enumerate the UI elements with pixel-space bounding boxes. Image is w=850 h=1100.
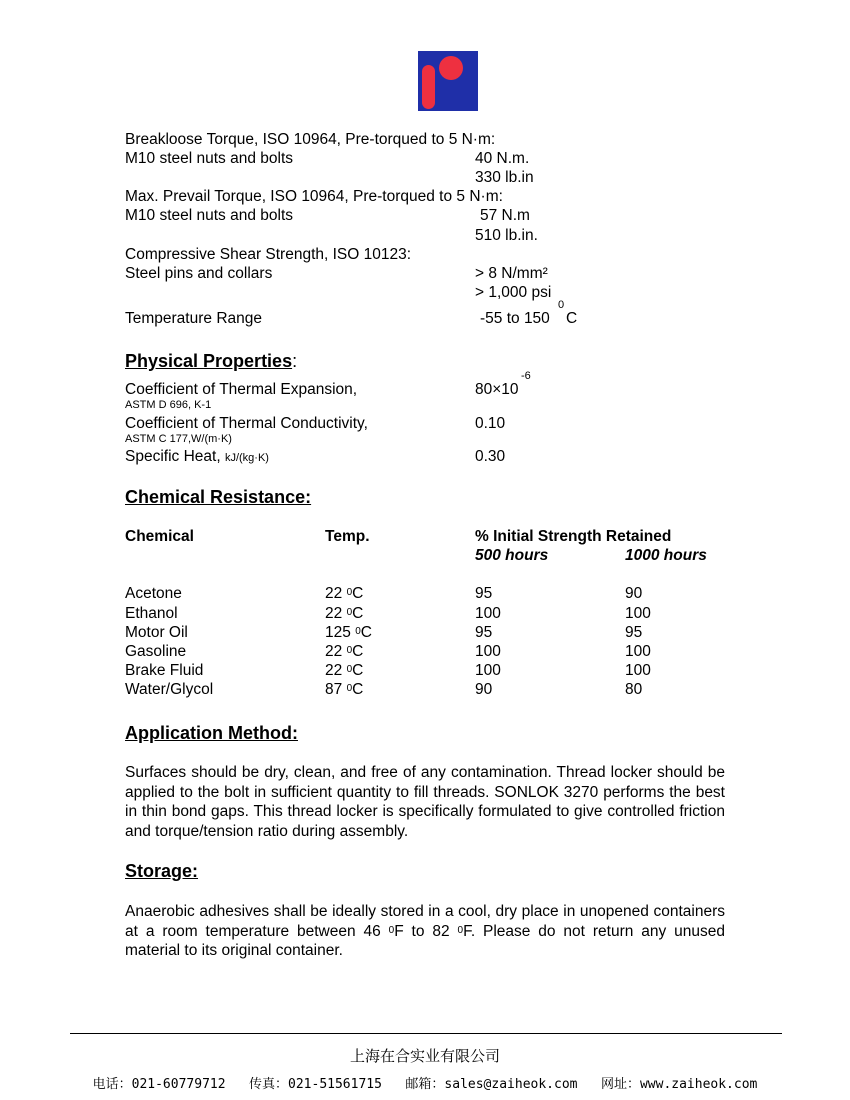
col-500-header: 500 hours: [475, 547, 549, 564]
application-paragraph: Surfaces should be dry, clean, and free of any contamination. Thread locker should be applied to the bolt in sufficient quantity to fill threads. SONLOK 3270 performs the best in thin bond gaps. This thread locker is specifically formulated to give controlled friction and torque/tension ratio during assembly.: [125, 764, 725, 840]
physical-heading-line: [125, 351, 297, 372]
footer-divider: [70, 1033, 782, 1034]
cte-exponent: -6: [521, 370, 531, 382]
col-temp-header: Temp.: [325, 528, 370, 545]
breakloose-title: Breakloose Torque, ISO 10964, Pre-torqued to 5 N·m:: [125, 131, 496, 148]
application-heading: Application Method:: [125, 723, 298, 743]
specific-heat-value: 0.30: [475, 448, 506, 465]
row-temp: 22 $^0$C: [325, 585, 364, 602]
row-chemical: Water/Glycol: [125, 681, 214, 698]
physical-heading: Physical Properties: [125, 351, 293, 371]
specific-heat-line: [125, 448, 269, 466]
row-1000h: 80: [625, 681, 643, 698]
cte-label: Coefficient of Thermal Expansion,: [125, 381, 358, 398]
prevail-title: Max. Prevail Torque, ISO 10964, Pre-torqued to 5 N·m:: [125, 188, 503, 205]
row-chemical: Ethanol: [125, 605, 178, 622]
temperature-range-label: Temperature Range: [125, 310, 262, 327]
row-chemical: Gasoline: [125, 643, 187, 660]
prevail-item: M10 steel nuts and bolts: [125, 207, 294, 224]
breakloose-item: M10 steel nuts and bolts: [125, 150, 294, 167]
row-500h: 100: [475, 643, 501, 660]
row-500h: 95: [475, 624, 493, 641]
cte-value: 80×10: [475, 381, 519, 398]
ctc-standard: ASTM C 177,W/(m·K): [125, 433, 232, 445]
col-1000-header: 1000 hours: [625, 547, 707, 564]
row-chemical: Acetone: [125, 585, 182, 602]
row-500h: 100: [475, 662, 501, 679]
col-chemical-header: Chemical: [125, 528, 194, 545]
row-chemical: Brake Fluid: [125, 662, 204, 679]
row-temp: 87 $^0$C: [325, 681, 364, 698]
breakloose-value-imp: 330 lb.in: [475, 169, 534, 186]
row-temp: 22 $^0$C: [325, 605, 364, 622]
shear-value-si: > 8 N/mm²: [475, 265, 548, 282]
footer-contact-line: 电话：021-60779712 传真：021-51561715 邮箱：sales@zaiheok.com 网址：www.zaiheok.com: [92, 1077, 758, 1092]
prevail-value-imp: 510 lb.in.: [475, 227, 538, 244]
row-1000h: 90: [625, 585, 643, 602]
row-temp: 22 $^0$C: [325, 662, 364, 679]
physical-heading-colon: :: [292, 351, 298, 371]
row-chemical: Motor Oil: [125, 624, 188, 641]
shear-value-imp: > 1,000 psi: [475, 284, 552, 301]
temperature-unit: C: [566, 310, 578, 327]
row-1000h: 100: [625, 643, 651, 660]
shear-title: Compressive Shear Strength, ISO 10123:: [125, 246, 412, 263]
temperature-range-value: -55 to 150: [480, 310, 550, 327]
row-500h: 90: [475, 681, 493, 698]
company-logo-icon: [418, 51, 478, 111]
row-500h: 95: [475, 585, 493, 602]
storage-heading: Storage:: [125, 861, 199, 881]
temperature-degree-sup: 0: [558, 299, 565, 311]
row-1000h: 100: [625, 605, 651, 622]
row-1000h: 100: [625, 662, 651, 679]
prevail-value-si: 57 N.m: [480, 207, 530, 224]
specific-heat-unit: kJ/(kg·K): [224, 452, 269, 464]
row-temp: 22 $^0$C: [325, 643, 364, 660]
shear-item: Steel pins and collars: [125, 265, 273, 282]
ctc-value: 0.10: [475, 415, 506, 432]
col-retained-header: % Initial Strength Retained: [475, 528, 672, 545]
row-temp: 125 $^0$C: [325, 624, 372, 641]
chemical-heading: Chemical Resistance:: [125, 487, 312, 507]
specific-heat-label: Specific Heat,: [125, 448, 221, 465]
storage-paragraph: Anaerobic adhesives shall be ideally stored in a cool, dry place in unopened containers at a room temperature between 46 $^0$F to 82 $^0$F. Please do not return any unused material to its original container.: [125, 903, 725, 959]
footer-company-name: 上海在合实业有限公司: [349, 1047, 500, 1065]
breakloose-value-si: 40 N.m.: [475, 150, 530, 167]
row-1000h: 95: [625, 624, 643, 641]
ctc-label: Coefficient of Thermal Conductivity,: [125, 415, 368, 432]
row-500h: 100: [475, 605, 501, 622]
cte-standard: ASTM D 696, K-1: [125, 399, 212, 411]
